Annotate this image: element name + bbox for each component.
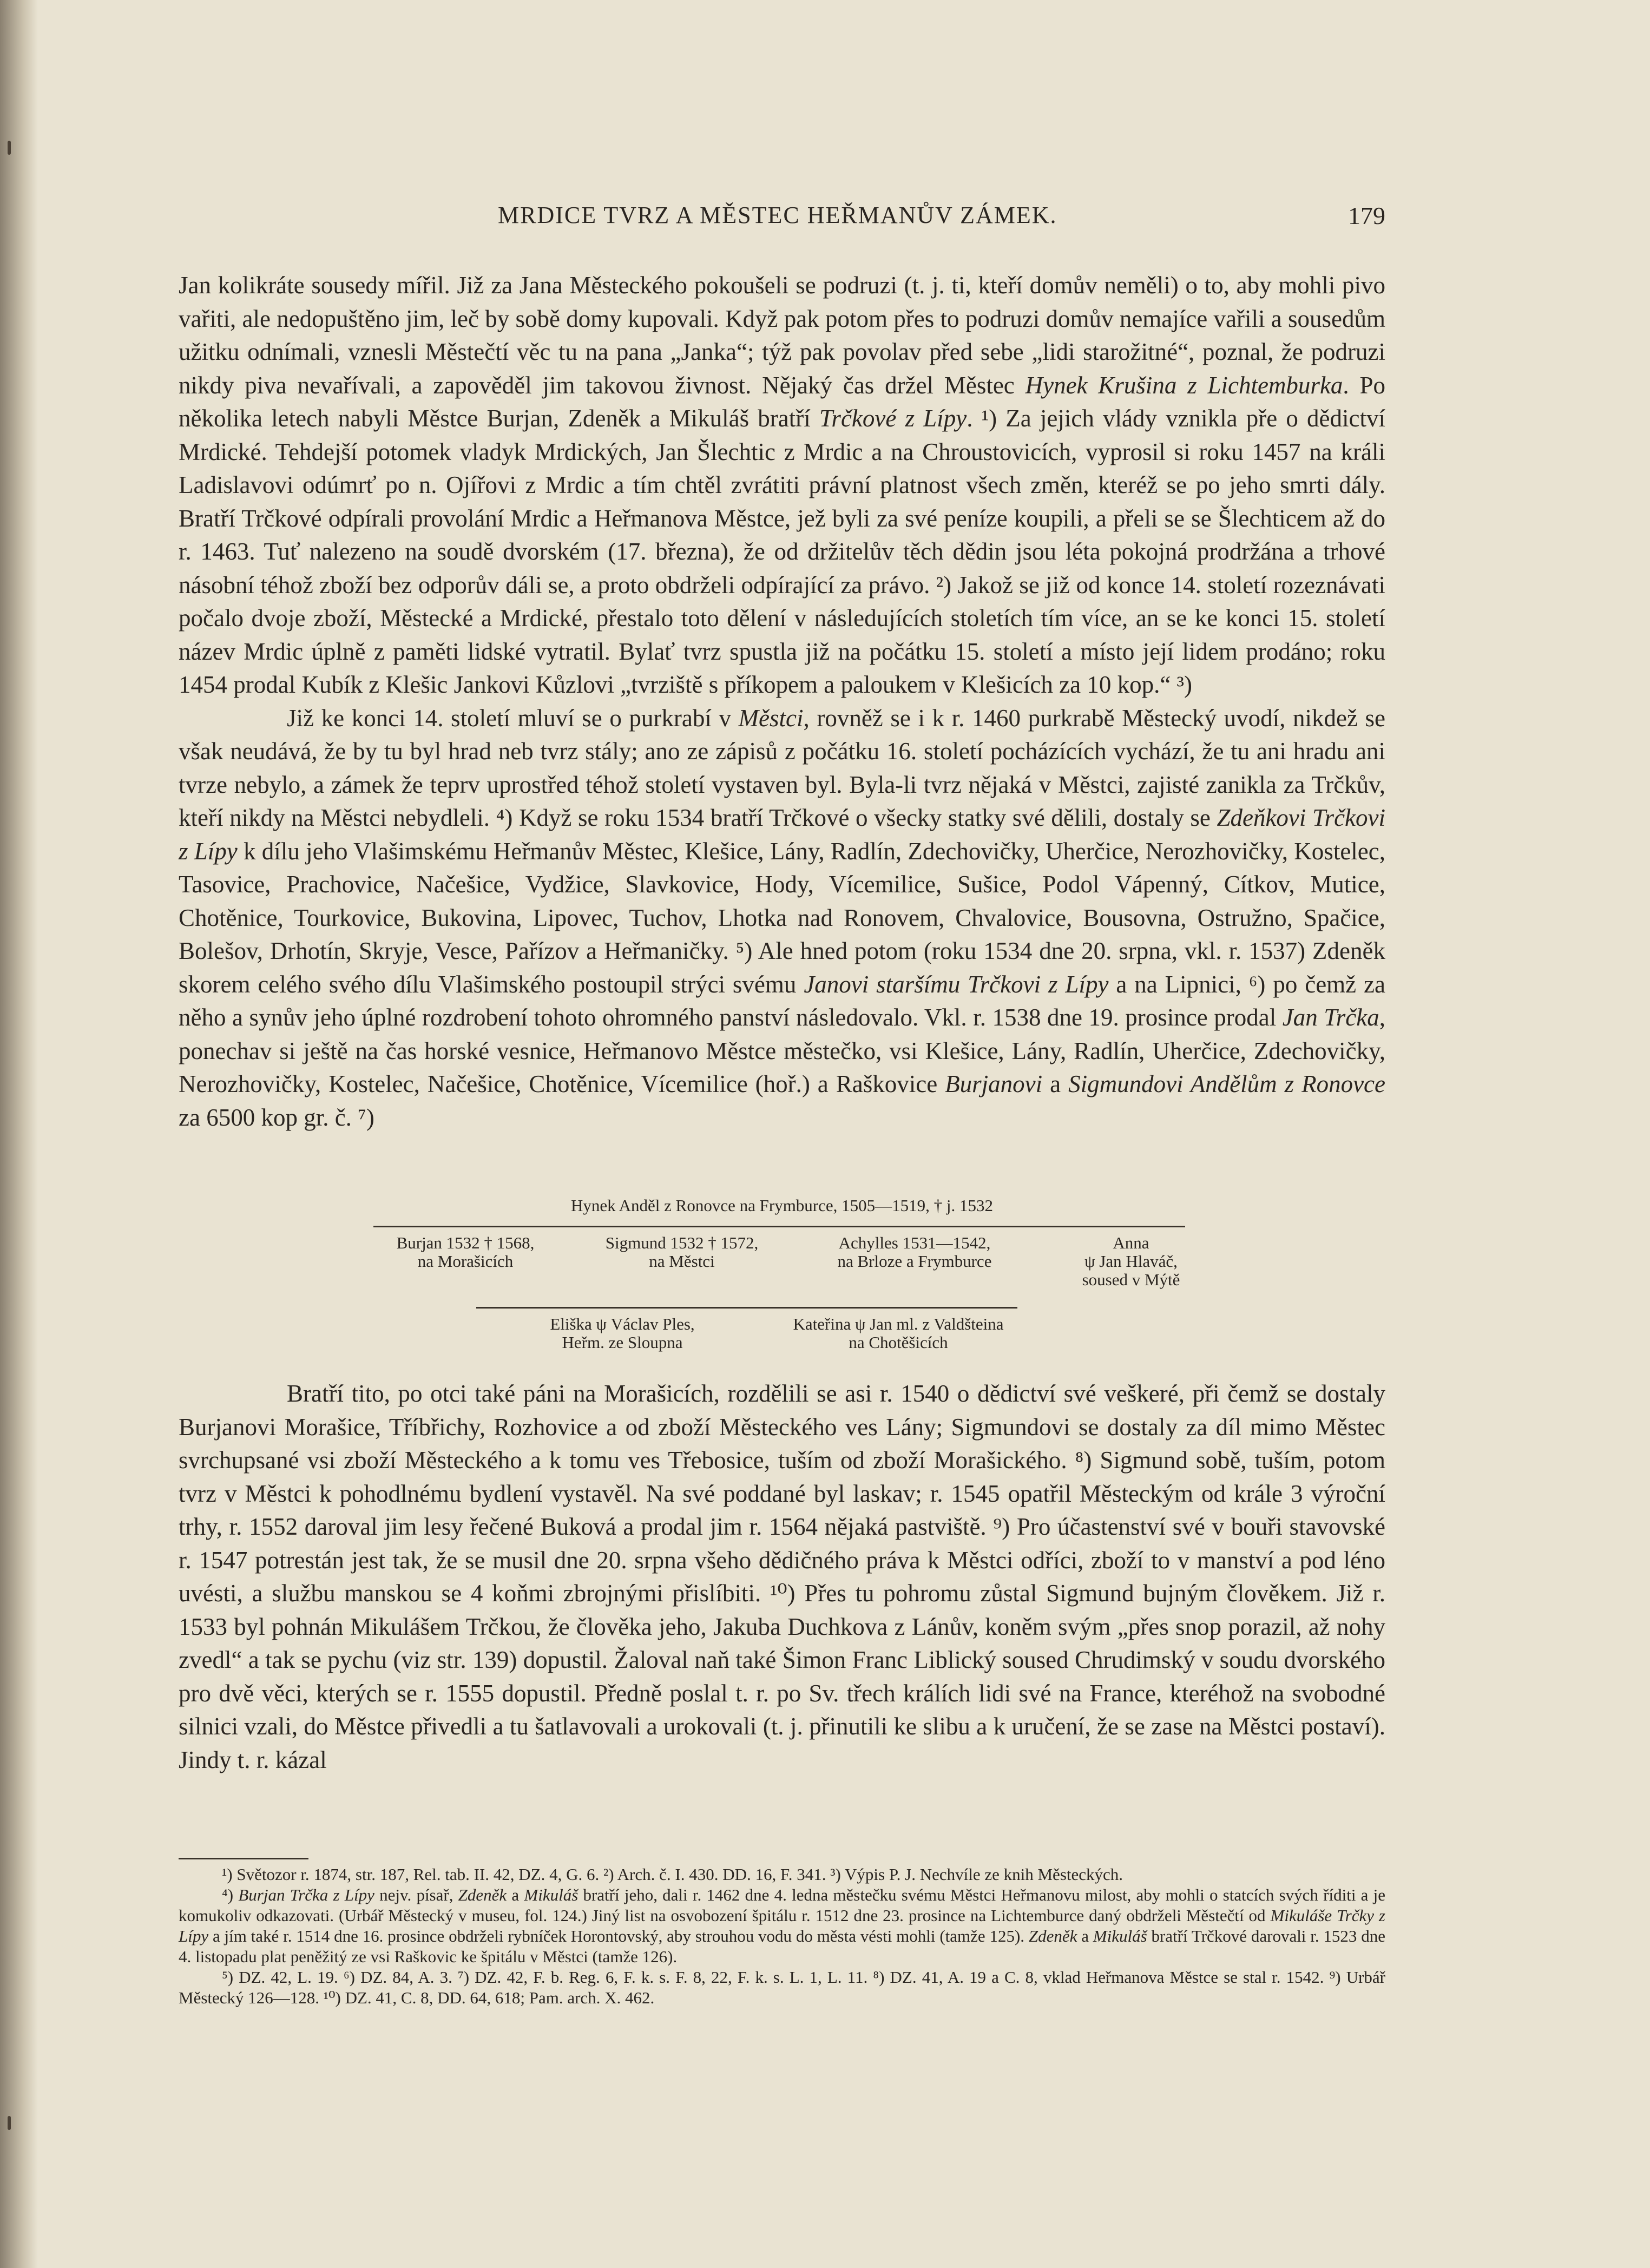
child-line: Sigmund 1532 † 1572, <box>605 1233 759 1252</box>
italic-name: Jan Trčka <box>1282 1004 1379 1031</box>
paragraph-2 <box>179 702 1385 1135</box>
running-head: MRDICE TVRZ A MĚSTEC HEŘMANŮV ZÁMEK. <box>498 202 1057 228</box>
footnote-1-3: ¹) Světozor r. 1874, str. 187, Rel. tab. II. 42, DZ. 4, G. 6. ²) Arch. č. I. 430. DD. 16, F. 341. ³) Výpis P. J. Nechvíle ze knih Městeckých. <box>222 1865 1123 1884</box>
child-line: Anna <box>1113 1233 1149 1252</box>
child-line: soused v Mýtě <box>1082 1270 1180 1289</box>
italic-name: Burjan Trčka z Lípy <box>238 1885 374 1904</box>
genealogy-child <box>1039 1234 1223 1289</box>
text-run: a na Lipnici, ⁶) po čemž za něho a synův jeho úplné rozdrobení tohoto ohromného panství následovalo. Vkl. r. 1538 dne 19. prosince prodal <box>179 970 1386 1031</box>
grandchild-line: Heřm. ze Sloupna <box>562 1333 683 1352</box>
paragraph-3: Bratří tito, po otci také páni na Morašicích, rozdělili se asi r. 1540 o dědictví své veškeré, při čemž se dostaly Burjanovi Morašice, Tříbřichy, Rozhovice a od zboží Městeckého ves Lány; Sigmundovi se dostaly za díl mimo Městec svrchupsané vsi zboží Městeckého a k tomu ves Třebosice, tuším od zboží Morašického. ⁸) Sigmund sobě, tuším, potom tvrz v Městci k pohodlnému bydlení vystavěl. Na své poddané byl laskav; r. 1545 opatřil Městeckým od krále 3 výroční trhy, r. 1552 daroval jim lesy řečené Buková a prodal jim r. 1564 nějaká pastviště. ⁹) Pro účastenství své v bouři stavovské r. 1547 potrestán jest tak, že se musil dne 20. srpna všeho dědičného práva k Městci odříci, zboží to v manství a pod léno uvésti, a službu manskou se 4 koňmi zbrojnými přislíbiti. ¹⁰) Přes tu pohromu zůstal Sigmund bujným člověkem. Již r. 1533 byl pohnán Mikulášem Trčkou, že člověka jeho, Jakuba Duchkova z Lánův, koněm svým „přes snop porazil, až nohy zvedl“ a tak se pychu (viz str. 139) dopustil. Žaloval naň také Šimon Franc Liblický soused Chrudimský v soudu dvorského pro dvě věci, kterých se r. 1555 dopustil. Předně poslal t. r. po Sv. třech králích lidi své na France, kteréhož na svobodné silnici vzali, do Městce přivedli a tu šatlavovali a urokovali (t. j. přinutili ke slibu a k uručení, že se zase na Městci postaví). Jindy t. r. kázal <box>179 1380 1385 1773</box>
italic-name: Burjanovi <box>945 1070 1043 1097</box>
italic-name: Sigmundovi Andělům z Ronovce <box>1068 1070 1385 1097</box>
genealogy-child <box>352 1234 579 1271</box>
text-run: bratří jeho, dali r. 1462 dne 4. ledna městečku svému Městci Heřmanovu milost, aby mohli o statcích svých říditi a je komukoliv odkazovati. (Urbář Městecký v museu, fol. 124.) Jiný list na osvobození špitálu r. 1512 dne 23. prosince na Lichtemburce daný obdrželi Městečtí od <box>179 1885 1385 1925</box>
footnote-4 <box>179 1885 1385 1967</box>
text-run: , rovněž se i k r. 1460 purkrabě Městecký uvodí, nikdež se však neudává, že by tu byl hrad neb tvrz stály; ano ze zápisů z počátku 16. století pocházících vychází, že tu ani hradu ani tvrze nebylo, a zámek že teprv uprostřed téhož století vystaven byl. Byla-li tvrz nějaká v Městci, zajisté zanikla za Trčkův, kteří nikdy na Městci nebydleli. ⁴) Když se roku 1534 bratří Trčkové o všecky statky své dělili, dostaly se <box>179 704 1385 831</box>
genealogy-bracket <box>476 1307 1017 1309</box>
child-line: na Městci <box>649 1252 715 1271</box>
italic-name: Janovi staršímu Trčkovi z Lípy <box>804 970 1109 998</box>
genealogy-grandchild <box>731 1315 1066 1352</box>
binding-gutter <box>0 0 38 2268</box>
text-run: za 6500 kop gr. č. ⁷) <box>179 1103 374 1131</box>
child-line: Achylles 1531—1542, <box>838 1233 991 1252</box>
text-run: Jan kolikráte sousedy mířil. Již za Jana Městeckého pokoušeli se podruzi (t. j. ti, kteří domův neměli) o to, aby mohli pivo vařiti, ale nedopuštěno jim, leč by sobě domy kupovali. Když pak potom přes to podruzi domův nemajíce vařili a sousedům užitku odnímali, vznesli Městečtí věc tu na pana „Janka“; týž pak povolav před sebe „lidi starožitné“, poznal, že podruzi nikdy piva nevařívali, a zapověděl jim takovou živnost. Nějaký čas držel Městec <box>179 272 1385 399</box>
genealogy-child <box>568 1234 796 1271</box>
genealogy-root: Hynek Anděl z Ronovce na Frymburce, 1505—1519, † j. 1532 <box>570 1196 994 1215</box>
child-line: ψ Jan Hlaváč, <box>1084 1252 1178 1271</box>
main-text-continued <box>179 1377 1385 1777</box>
grandchild-line: na Chotěšicích <box>849 1333 948 1352</box>
italic-name: Mikuláš <box>1093 1927 1147 1945</box>
text-run: nejv. písař, <box>374 1885 458 1904</box>
child-line: Burjan 1532 † 1568, <box>396 1233 535 1252</box>
footnote-5-10: ⁵) DZ. 42, L. 19. ⁶) DZ. 84, A. 3. ⁷) DZ. 42, F. b. Reg. 6, F. k. s. F. 8, 22, F. k. s. L. 1, L. 11. ⁸) DZ. 41, A. 19 a C. 8, vklad Heřmanova Městce se stal r. 1542. ⁹) Urbář Městecký 126—128. ¹⁰) DZ. 41, C. 8, DD. 64, 618; Pam. arch. X. 462. <box>179 1968 1385 2007</box>
text-run: a <box>1077 1927 1093 1945</box>
text-run: a jím také r. 1514 dne 16. prosince obdrželi rybníček Horontovský, aby strouhou vodu do města vésti mohli (tamže 125). <box>208 1927 1029 1945</box>
page-header <box>179 201 1385 239</box>
paragraph-1 <box>179 269 1385 702</box>
child-line: na Brloze a Frymburce <box>837 1252 992 1271</box>
italic-name: Mikuláš <box>524 1885 579 1904</box>
italic-name: Mikuláše Trčky z Lípy <box>179 1906 1385 1945</box>
italic-name: Zdeněk <box>1028 1927 1077 1945</box>
genealogy-bracket <box>373 1226 1185 1227</box>
grandchild-line: Kateřina ψ Jan ml. z Valdšteina <box>793 1314 1004 1333</box>
text-run: . ¹) Za jejich vlády vznikla pře o dědictví Mrdické. Tehdejší potomek vladyk Mrdických, Jan Šlechtic z Mrdic a na Chroustovicích, vyprosil si roku 1457 na králi Ladislavovi odúmrť po n. Ojířovi z Mrdic a tím chtěl zvrátiti právní platnost všech změn, kteréž se po jeho smrti dály. Bratří Trčkové odpírali provolání Mrdic a Heřmanova Městce, jež byli za své peníze koupili, a přeli se se Šlechticem až do r. 1463. Tuť nalezeno na soudě dvorském (17. března), že od držitelův těch dědin jsou léta pokojná prodržána a trhové násobní téhož zboží bez odporův dáli se, a proto obdrželi odpírající za právo. ²) Jakož se již od konce 14. století rozeznávati počalo dvoje zboží, Městecké a Mrdické, přestalo toto dělení v následujících stoletích tím více, an se ke konci 15. století název Mrdic úplně z paměti lidské vytratil. Bylať tvrz spustla již na počátku 15. století a místo její lidem prodáno; roku 1454 prodal Kubík z Klešic Jankovi Kůzlovi „tvrziště s příkopem a paloukem v Klešicích za 10 kop.“ ³) <box>179 405 1385 698</box>
genealogy-tree <box>179 1191 1385 1364</box>
genealogy-grandchild <box>503 1315 741 1352</box>
italic-name: Zdeněk <box>458 1885 507 1904</box>
italic-name: Trčkové z Lípy <box>819 405 967 432</box>
italic-name: Hynek Krušina z Lichtemburka <box>1025 371 1343 399</box>
text-run: k dílu jeho Vlašimskému Heřmanův Městec, Klešice, Lány, Radlín, Zdechovičky, Uherčice, Nerozhovičky, Kostelec, Tasovice, Prachovice, Načešice, Vydžice, Slavkovice, Hody, Vícemilice, Sušice, Podol Vápenný, Cítkov, Mutice, Chotěnice, Tourkovice, Bukovina, Lipovec, Tuchov, Lhotka nad Ronovem, Chvalovice, Bousovna, Ostružno, Spačice, Bolešov, Drhotín, Skryje, Vesce, Pařízov a Heřmaničky. ⁵) Ale hned potom (roku 1534 dne 20. srpna, vkl. r. 1537) Zdeněk skorem celého svého dílu Vlašimského postoupil strýci svému <box>179 837 1385 998</box>
footnote-rule <box>179 1858 308 1859</box>
gutter-mark <box>8 2116 11 2130</box>
genealogy-child <box>785 1234 1044 1271</box>
text-run: a <box>507 1885 524 1904</box>
grandchild-line: Eliška ψ Václav Ples, <box>550 1314 695 1333</box>
text-run: bratří Trčkové darovali r. 1523 dne 4. listopadu plat peněžitý ze vsi Raškovic ke špitálu v Městci (tamže 126). <box>179 1927 1385 1966</box>
text-run: Již ke konci 14. století mluví se o purkrabí v <box>287 704 739 732</box>
text-run: , ponechav si ještě na čas horské vesnice, Heřmanovo Městce městečko, vsi Klešice, Lány, Radlín, Uherčice, Zdechovičky, Nerozhovičky, Kostelec, Načešice, Chotěnice, Vícemilice (hoř.) a Raškovice <box>179 1004 1385 1097</box>
gutter-mark <box>8 141 11 155</box>
text-run: ⁴) <box>222 1885 239 1904</box>
footnotes <box>179 1864 1385 2008</box>
italic-name: Zdeňkovi Trčkovi z Lípy <box>179 804 1385 865</box>
main-text <box>179 269 1385 1134</box>
text-run: . Po několika letech nabyli Městce Burjan, Zdeněk a Mikuláš bratří <box>179 371 1385 432</box>
child-line: na Morašicích <box>417 1252 514 1271</box>
text-run: a <box>1042 1070 1069 1097</box>
page-number: 179 <box>1348 202 1385 229</box>
italic-name: Městci <box>738 704 804 732</box>
